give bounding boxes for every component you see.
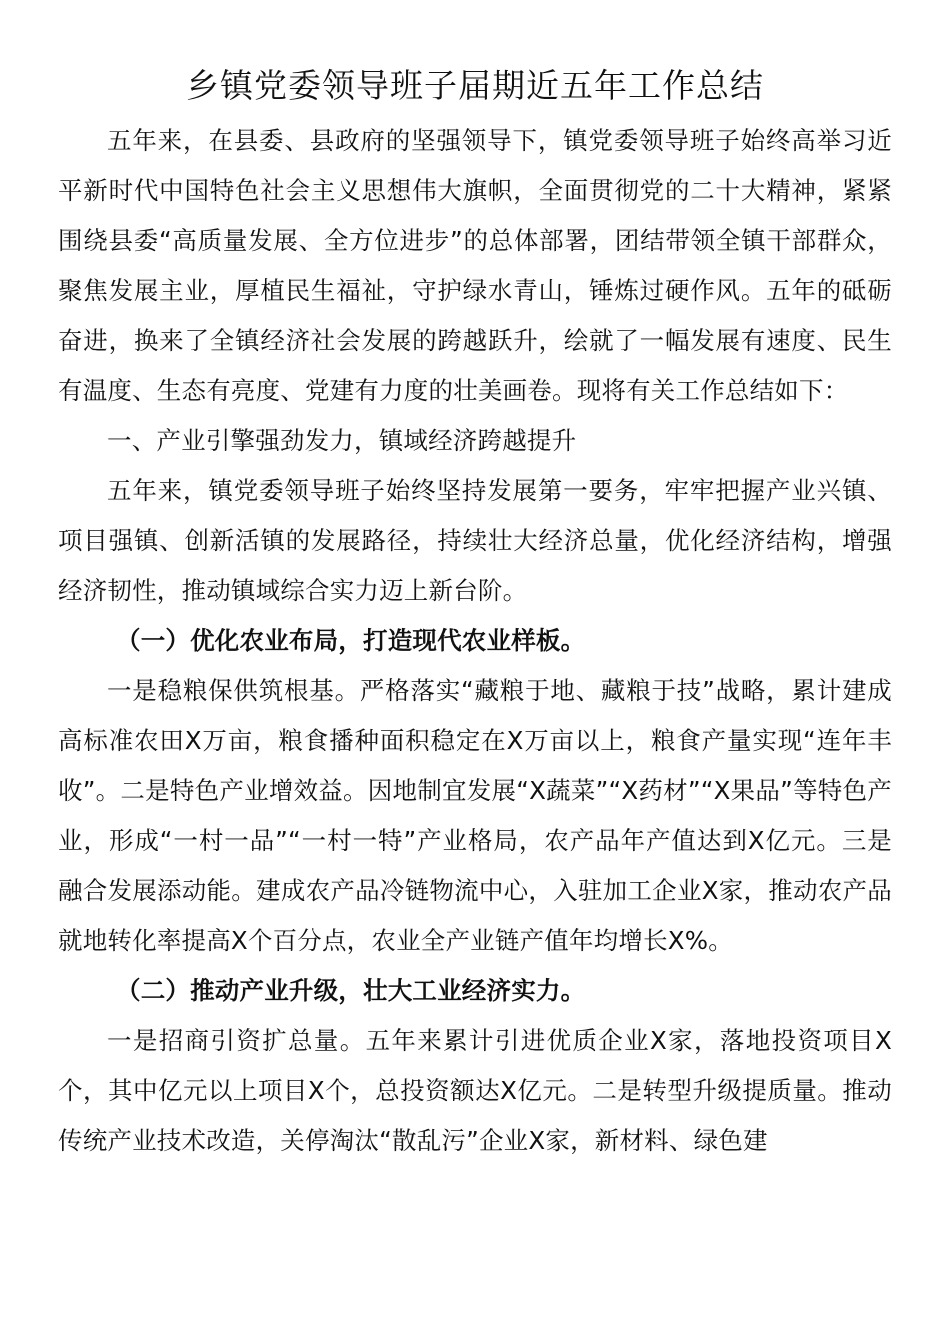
document-body [58, 116, 892, 1166]
subsection-1-heading: （一）优化农业布局，打造现代农业样板。 [116, 626, 586, 655]
subsection-2-heading: （二）推动产业升级，壮大工业经济实力。 [116, 976, 586, 1005]
section-1-intro-paragraph: 五年来，镇党委领导班子始终坚持发展第一要务，牢牢把握产业兴镇、项目强镇、创新活镇的发展路径，持续壮大经济总量，优化经济结构，增强经济韧性，推动镇域综合实力迈上新台阶。 [58, 476, 892, 605]
intro-paragraph: 五年来，在县委、县政府的坚强领导下，镇党委领导班子始终高举习近平新时代中国特色社会主义思想伟大旗帜，全面贯彻党的二十大精神，紧紧围绕县委“高质量发展、全方位进步”的总体部署，团结带领全镇干部群众，聚焦发展主业，厚植民生福祉，守护绿水青山，锤炼过硬作风。五年的砥砺奋进，换来了全镇经济社会发展的跨越跃升，绘就了一幅发展有速度、民生有温度、生态有亮度、党建有力度的壮美画卷。现将有关工作总结如下： [58, 126, 892, 405]
section-1-heading: 一、产业引擎强劲发力，镇域经济跨越提升 [107, 426, 577, 455]
subsection-1-paragraph: 一是稳粮保供筑根基。严格落实“藏粮于地、藏粮于技”战略，累计建成高标准农田X万亩，粮食播种面积稳定在X万亩以上，粮食产量实现“连年丰收”。二是特色产业增效益。因地制宜发展“X蔬菜”“X药材”“X果品”等特色产业，形成“一村一品”“一村一特”产业格局，农产品年产值达到X亿元。三是融合发展添动能。建成农产品冷链物流中心，入驻加工企业X家，推动农产品就地转化率提高X个百分点，农业全产业链产值年均增长X%。 [58, 676, 892, 955]
subsection-2-paragraph: 一是招商引资扩总量。五年来累计引进优质企业X家，落地投资项目X个，其中亿元以上项目X个，总投资额达X亿元。二是转型升级提质量。推动传统产业技术改造，关停淘汰“散乱污”企业X家，新材料、绿色建 [58, 1026, 892, 1155]
document-title: 乡镇党委领导班子届期近五年工作总结 [186, 66, 764, 105]
